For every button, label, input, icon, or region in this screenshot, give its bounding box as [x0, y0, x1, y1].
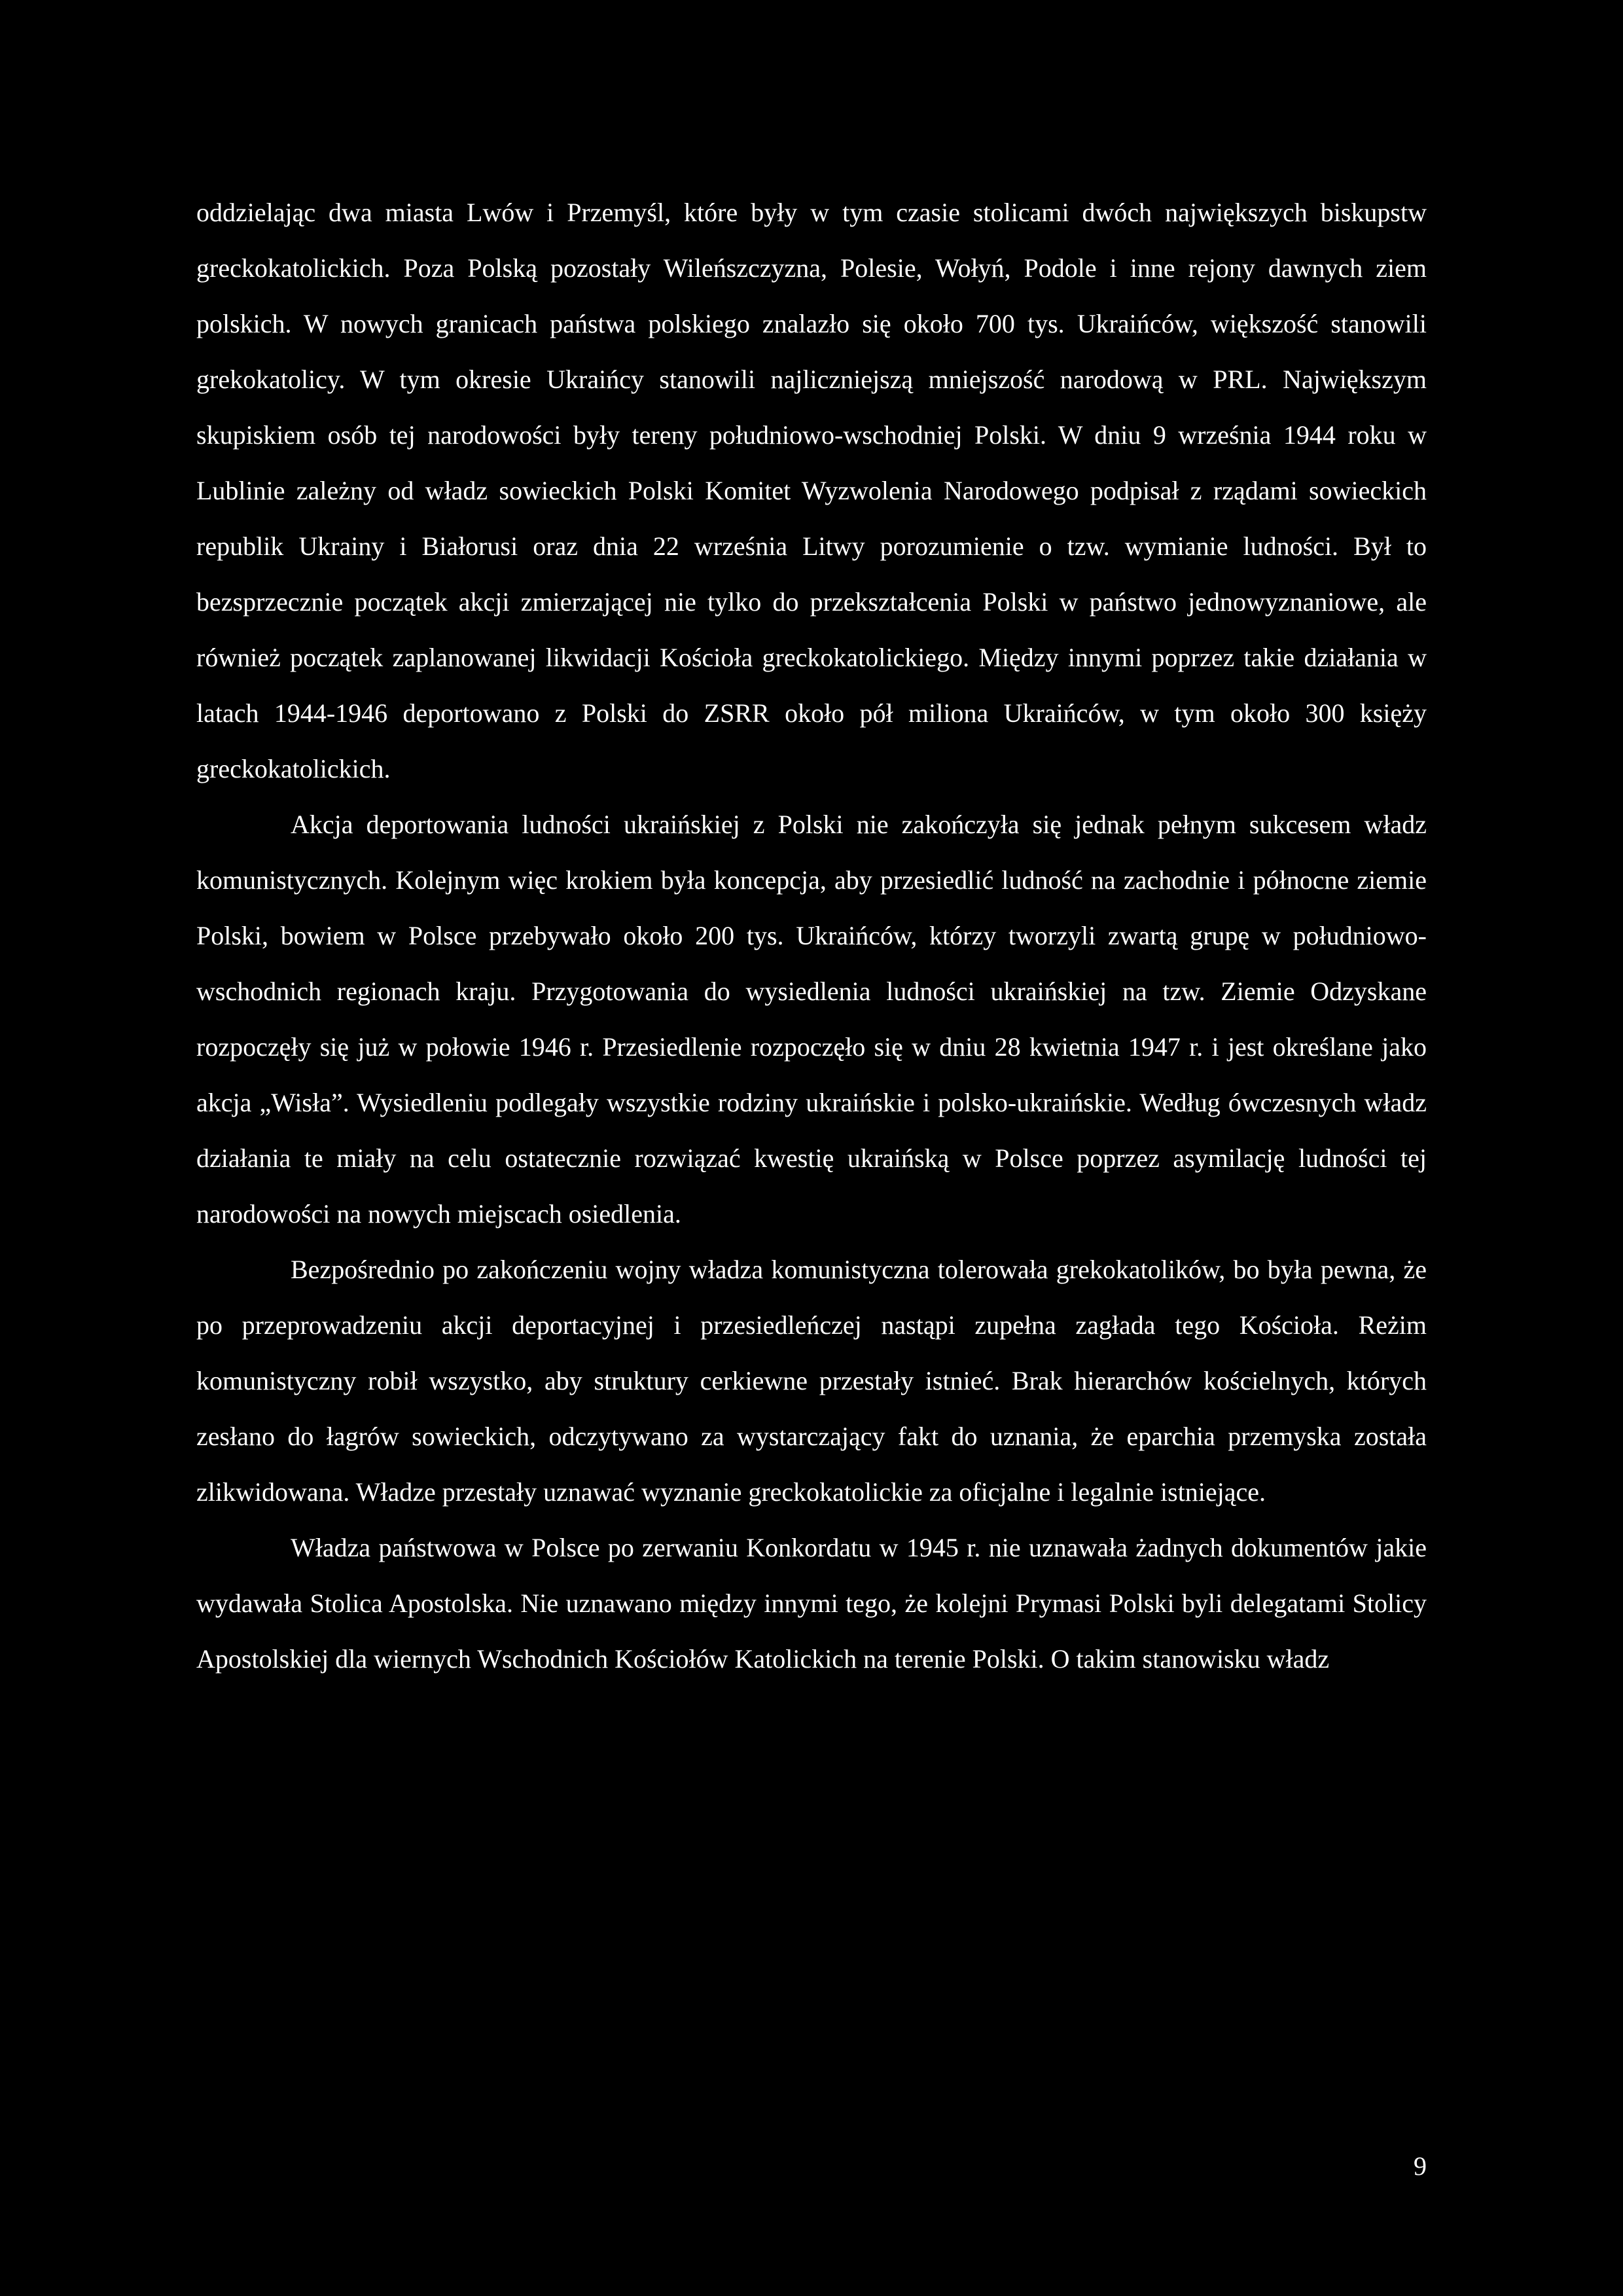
paragraph-concordat: Władza państwowa w Polsce po zerwaniu Konkordatu w 1945 r. nie uznawała żadnych dokumentów jakie wydawała Stolica Apostolska. Nie uznawano między innymi tego, że kolejni Prymasi Polski byli delegatami Stolicy Apostolskiej dla wiernych Wschodnich Kościołów Katolickich na terenie Polski. O takim stanowisku władz: [196, 1533, 1427, 1674]
paragraph-post-war-policy: Bezpośrednio po zakończeniu wojny władza komunistyczna tolerowała grekokatolików, bo była pewna, że po przeprowadzeniu akcji deportacyjnej i przesiedleńczej nastąpi zupełna zagłada tego Kościoła. Reżim komunistyczny robił wszystko, aby struktury cerkiewne przestały istnieć. Brak hierarchów kościelnych, których zesłano do łagrów sowieckich, odczytywano za wystarczający fakt do uznania, że eparchia przemyska została zlikwidowana. Władze przestały uznawać wyznanie greckokatolickie za oficjalne i legalnie istniejące.: [196, 1255, 1427, 1507]
page-number: 9: [1414, 2151, 1427, 2181]
body-text: [196, 185, 1427, 1687]
paragraph-continued: oddzielając dwa miasta Lwów i Przemyśl, które były w tym czasie stolicami dwóch największych biskupstw greckokatolickich. Poza Polską pozostały Wileńszczyzna, Polesie, Wołyń, Podole i inne rejony dawnych ziem polskich. W nowych granicach państwa polskiego znalazło się około 700 tys. Ukraińców, większość stanowili grekokatolicy. W tym okresie Ukraińcy stanowili najliczniejszą mniejszość narodową w PRL. Największym skupiskiem osób tej narodowości były tereny południowo-wschodniej Polski. W dniu 9 września 1944 roku w Lublinie zależny od władz sowieckich Polski Komitet Wyzwolenia Narodowego podpisał z rządami sowieckich republik Ukrainy i Białorusi oraz dnia 22 września Litwy porozumienie o tzw. wymianie ludności. Był to bezsprzecznie początek akcji zmierzającej nie tylko do przekształcenia Polski w państwo jednowyznaniowe, ale również początek zaplanowanej likwidacji Kościoła greckokatolickiego. Między innymi poprzez takie działania w latach 1944-1946 deportowano z Polski do ZSRR około pół miliona Ukraińców, w tym około 300 księży greckokatolickich.: [196, 198, 1427, 783]
paragraph-akcja-wisla: Akcja deportowania ludności ukraińskiej z Polski nie zakończyła się jednak pełnym sukcesem władz komunistycznych. Kolejnym więc krokiem była koncepcja, aby przesiedlić ludność na zachodnie i północne ziemie Polski, bowiem w Polsce przebywało około 200 tys. Ukraińców, którzy tworzyli zwartą grupę w południowo-wschodnich regionach kraju. Przygotowania do wysiedlenia ludności ukraińskiej na tzw. Ziemie Odzyskane rozpoczęły się już w połowie 1946 r. Przesiedlenie rozpoczęło się w dniu 28 kwietnia 1947 r. i jest określane jako akcja „Wisła”. Wysiedleniu podlegały wszystkie rodziny ukraińskie i polsko-ukraińskie. Według ówczesnych władz działania te miały na celu ostatecznie rozwiązać kwestię ukraińską w Polsce poprzez asymilację ludności tej narodowości na nowych miejscach osiedlenia.: [196, 810, 1427, 1229]
